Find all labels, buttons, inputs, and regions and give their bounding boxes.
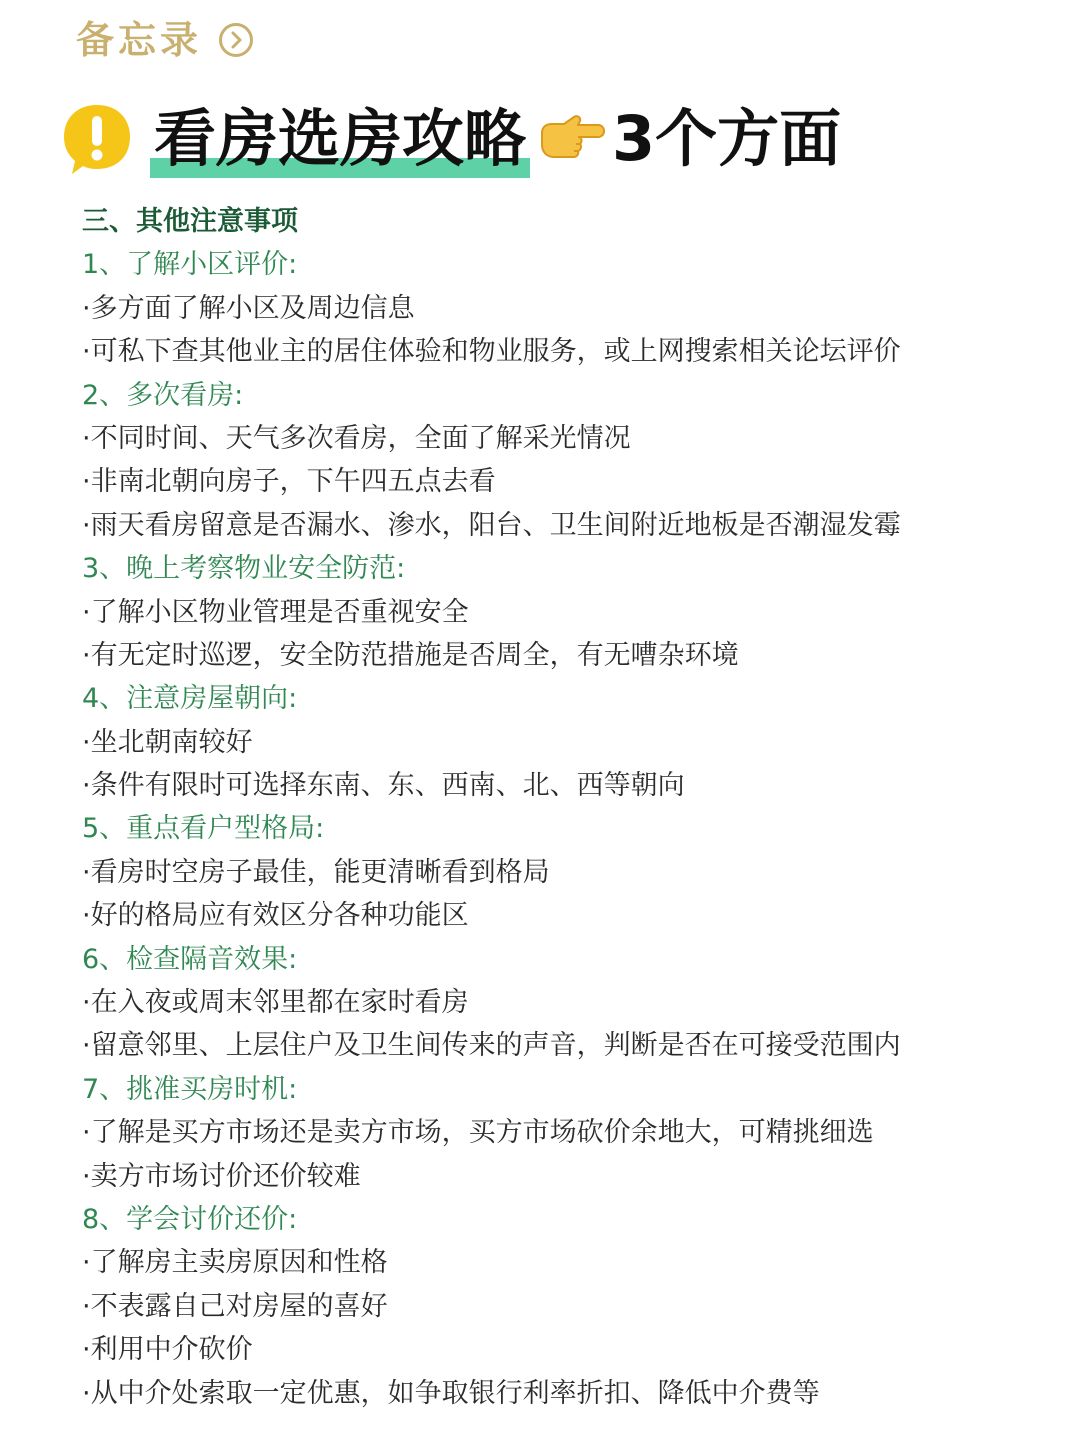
bullet-point: ·了解是买方市场还是卖方市场，买方市场砍价余地大，可精挑细选: [82, 1117, 874, 1149]
title-row: [62, 96, 841, 182]
item-heading: 7、挑准买房时机:: [82, 1073, 298, 1105]
item-heading: 2、多次看房:: [82, 379, 244, 411]
bullet-point: ·好的格局应有效区分各种功能区: [82, 900, 469, 932]
bullet-point: ·卖方市场讨价还价较难: [82, 1160, 361, 1192]
page-title: [152, 102, 528, 175]
list-item: [82, 1068, 1042, 1198]
bullet-point: ·多方面了解小区及周边信息: [82, 292, 415, 324]
page-title-text: 看房选房攻略: [154, 102, 527, 175]
bullet-point: ·不表露自己对房屋的喜好: [82, 1290, 388, 1322]
bullet-point: ·可私下查其他业主的居住体验和物业服务，或上网搜索相关论坛评价: [82, 336, 901, 368]
chevron-right-circle-icon[interactable]: [218, 22, 254, 58]
item-heading: 8、学会讨价还价:: [82, 1203, 298, 1235]
section-title: 三、其他注意事项: [82, 206, 298, 237]
exclamation-bubble-icon: [62, 101, 132, 177]
app-title: 备忘录: [76, 18, 203, 62]
app-header[interactable]: [76, 14, 254, 66]
bullet-point: ·条件有限时可选择东南、东、西南、北、西等朝向: [82, 770, 685, 802]
note-content: [82, 200, 1042, 1415]
bullet-point: ·非南北朝向房子，下午四五点去看: [82, 466, 496, 498]
list-item: [82, 1198, 1042, 1415]
list-item: [82, 374, 1042, 548]
bullet-point: ·坐北朝南较好: [82, 726, 253, 758]
list-item: [82, 938, 1042, 1068]
bullet-point: ·有无定时巡逻，安全防范措施是否周全，有无嘈杂环境: [82, 639, 739, 671]
item-heading: 4、注意房屋朝向:: [82, 683, 298, 715]
item-heading: 6、检查隔音效果:: [82, 943, 298, 975]
list-item: [82, 547, 1042, 677]
bullet-point: ·看房时空房子最佳，能更清晰看到格局: [82, 856, 550, 888]
list-item: [82, 677, 1042, 807]
bullet-point: ·留意邻里、上层住户及卫生间传来的声音，判断是否在可接受范围内: [82, 1030, 901, 1062]
page-title-suffix: 3个方面: [612, 102, 842, 175]
bullet-point: ·利用中介砍价: [82, 1334, 253, 1366]
bullet-point: ·从中介处索取一定优惠，如争取银行利率折扣、降低中介费等: [82, 1377, 820, 1409]
bullet-point: ·了解小区物业管理是否重视安全: [82, 596, 469, 628]
list-item: [82, 807, 1042, 937]
bullet-point: ·在入夜或周末邻里都在家时看房: [82, 987, 469, 1019]
item-heading: 3、晚上考察物业安全防范:: [82, 553, 406, 585]
pointing-right-hand-icon: [536, 111, 606, 167]
list-item: [82, 243, 1042, 373]
item-heading: 1、了解小区评价:: [82, 249, 298, 281]
bullet-point: ·不同时间、天气多次看房，全面了解采光情况: [82, 422, 631, 454]
bullet-point: ·雨天看房留意是否漏水、渗水，阳台、卫生间附近地板是否潮湿发霉: [82, 509, 901, 541]
item-heading: 5、重点看户型格局:: [82, 813, 325, 845]
bullet-point: ·了解房主卖房原因和性格: [82, 1247, 388, 1279]
